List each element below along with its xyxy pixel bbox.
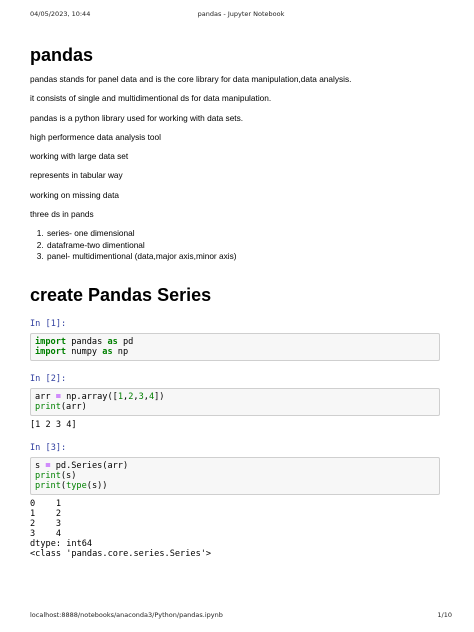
ds-types-list [46,228,440,262]
markdown-paragraph: pandas stands for panel data and is the core library for data manipulation,data analysis. [30,74,352,84]
markdown-paragraph: working with large data set [30,151,129,162]
print-url: localhost:8888/notebooks/anaconda3/Python/pandas.ipynb [30,611,223,619]
print-title: pandas - Jupyter Notebook [197,10,285,18]
print-footer [30,611,452,621]
section-heading-create-series: create Pandas Series [30,285,212,306]
code-line: import numpy as np [35,347,129,358]
code-input[interactable] [30,333,440,361]
print-page-number: 1/10 [437,611,452,619]
code-line: import pandas as pd [35,337,134,348]
list-item: 3. panel- multidimentional (data,major axis,minor axis) [46,251,440,262]
list-item: 1. series- one dimensional [46,228,440,239]
markdown-paragraph: high performence data analysis tool [30,131,161,142]
cell-output: 0 1 1 2 2 3 3 4 dtype: int64 <class 'pandas.core.series.Series'> [30,499,212,560]
cell-prompt: In [1]: [30,319,67,330]
cell-output: [1 2 3 4] [30,420,77,431]
code-input[interactable] [30,388,440,416]
list-item: 2. dataframe-two dimentional [46,240,440,251]
notebook-content [30,44,440,572]
print-datetime: 04/05/2023, 10:44 [30,10,91,18]
code-cell-wrapper [30,443,440,559]
code-line: arr = np.array([1,2,3,4]) [35,392,165,403]
markdown-paragraph: represents in tabular way [30,170,123,181]
code-cells [30,319,440,559]
markdown-paragraph: it consists of single and multidimentional ds for data manipulation. [30,93,272,104]
markdown-paragraph: three ds in pands [30,209,94,220]
code-line: print(s) [35,471,77,482]
code-line: print(arr) [35,402,87,413]
code-cell-wrapper [30,319,440,361]
markdown-paragraphs [30,74,440,220]
code-input[interactable] [30,457,440,495]
code-cell-wrapper [30,374,440,430]
code-line: s = pd.Series(arr) [35,461,129,472]
markdown-paragraph: working on missing data [30,189,120,200]
markdown-paragraph: pandas is a python library used for working with data sets. [30,112,244,123]
cell-prompt: In [3]: [30,443,67,454]
print-header [30,10,452,20]
section-heading-pandas: pandas [30,45,94,65]
cell-prompt: In [2]: [30,374,67,385]
code-line: print(type(s)) [35,481,108,492]
